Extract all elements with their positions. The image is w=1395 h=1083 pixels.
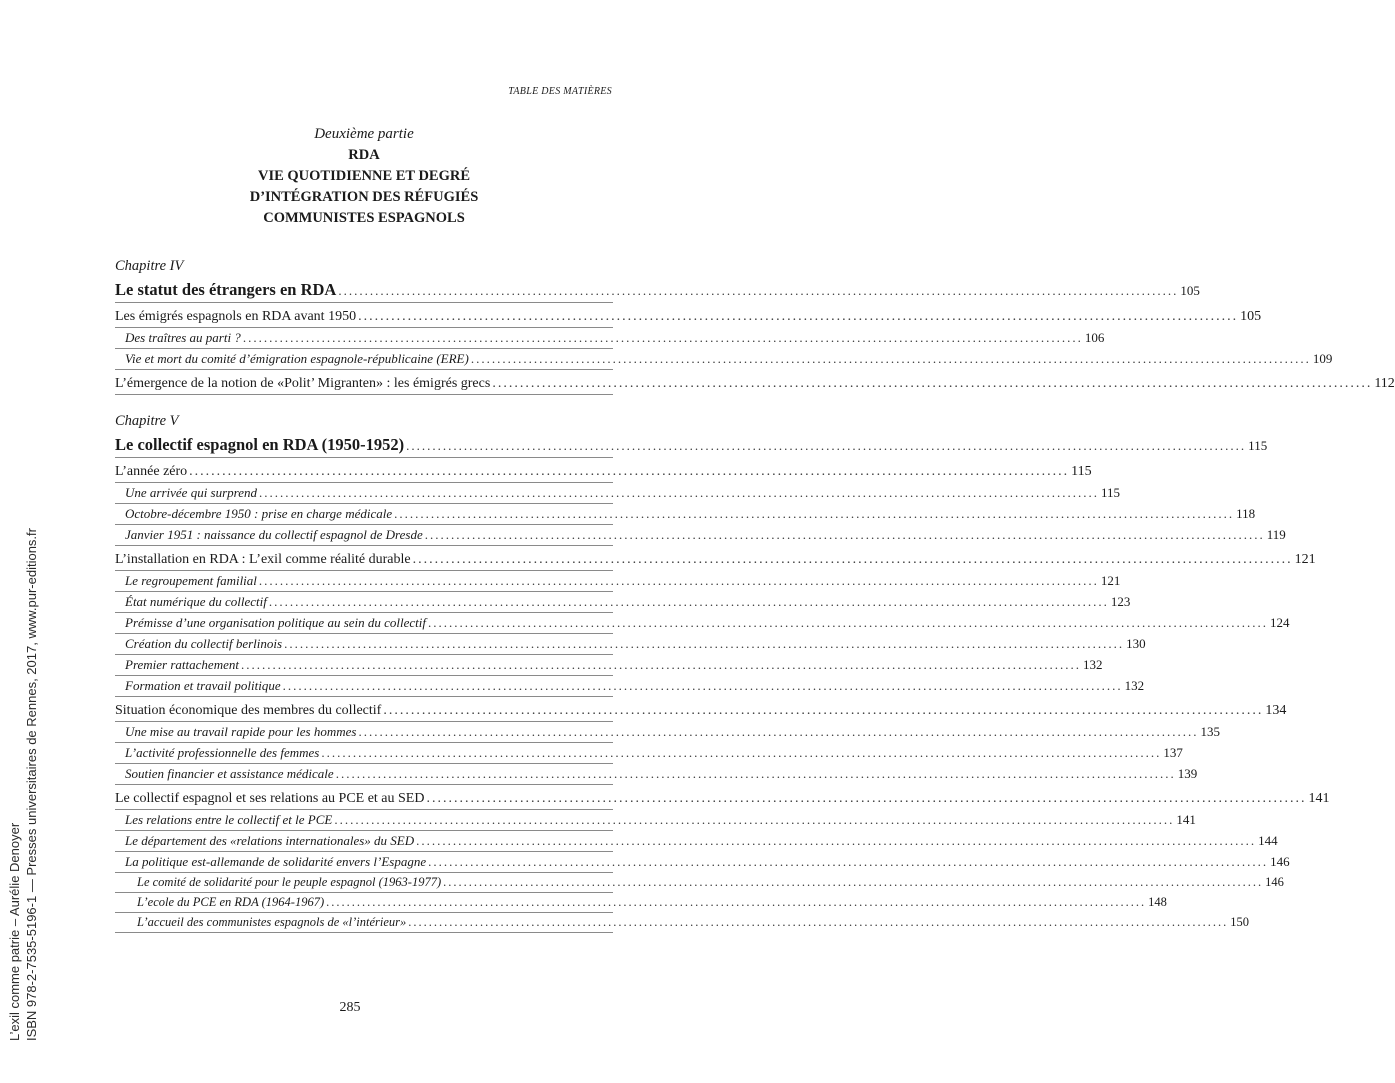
leader-dots: ................................................................................................................................................................ (240, 657, 1081, 672)
entry-title: Prémisse d’une organisation politique au sein du collectif (125, 615, 427, 630)
entry-title: Une arrivée qui surprend (125, 485, 258, 500)
leader-dots: ................................................................................................................................................................ (424, 527, 1265, 542)
entry-title: Les relations entre le collectif et le PCE (125, 812, 333, 827)
toc-entry-section (115, 370, 1395, 395)
leader-dots: ................................................................................................................................................................ (358, 724, 1199, 739)
entry-title: Le statut des étrangers en RDA (115, 280, 337, 299)
sidebar-line-title: L’exil comme patrie – Aurélie Denoyer (7, 822, 22, 1041)
leader-dots: ................................................................................................................................................................ (406, 438, 1247, 453)
leader-dots: ................................................................................................................................................................ (321, 745, 1162, 760)
entry-title: La politique est-allemande de solidarité envers l’Espagne (125, 854, 427, 869)
entry-page-number: 121 (1100, 573, 1121, 588)
page-number: 285 (339, 1000, 361, 1015)
toc-entry-section (115, 546, 1316, 571)
toc-entry-sub (115, 655, 1103, 676)
running-head: TABLE DES MATIÈRES (508, 86, 612, 97)
toc-entry-sub (115, 613, 1290, 634)
entry-page-number: 148 (1148, 895, 1167, 909)
entry-page-number: 134 (1265, 703, 1287, 718)
entry-title: L’installation en RDA : L’exil comme réalité durable (115, 552, 411, 567)
toc-entry-sub (115, 831, 1278, 852)
entry-page-number: 141 (1176, 812, 1196, 827)
leader-dots: ................................................................................................................................................................ (358, 309, 1239, 324)
toc-entry-sub (115, 349, 1333, 370)
entry-title: Le comité de solidarité pour le peuple espagnol (1963-1977) (137, 875, 442, 889)
leader-dots: ................................................................................................................................................................ (189, 464, 1070, 479)
entry-page-number: 106 (1084, 330, 1105, 345)
entry-title: L’activité professionnelle des femmes (125, 745, 320, 760)
entry-title: Vie et mort du comité d’émigration espagnole-républicaine (ERE) (125, 351, 469, 366)
entry-page-number: 144 (1258, 833, 1278, 848)
toc-entry-sub (115, 852, 1290, 873)
part-title-line: RDA (348, 147, 380, 163)
entry-title: L’année zéro (115, 464, 188, 479)
entry-page-number: 118 (1236, 506, 1256, 521)
chapter-block-v (115, 411, 1330, 933)
entry-title: Le collectif espagnol et ses relations au PCE et au SED (115, 791, 425, 806)
leader-dots: ................................................................................................................................................................ (426, 791, 1307, 806)
leader-dots: ................................................................................................................................................................ (338, 283, 1179, 298)
entry-page-number: 105 (1180, 283, 1200, 298)
leader-dots: ................................................................................................................................................................ (258, 573, 1099, 588)
entry-title: Création du collectif berlinois (125, 636, 283, 651)
toc-entry-section (115, 303, 1262, 328)
leader-dots: ................................................................................................................................................................ (259, 485, 1100, 500)
leader-dots: ................................................................................................................................................................ (383, 703, 1264, 718)
toc-entry-section (115, 458, 1092, 483)
entry-page-number: 115 (1101, 485, 1121, 500)
toc-entry-sub (115, 634, 1146, 655)
toc-entry-subsub (115, 913, 1250, 933)
toc-entry-sub (115, 571, 1121, 592)
leader-dots: ................................................................................................................................................................ (416, 833, 1257, 848)
leader-dots: ................................................................................................................................................................ (412, 552, 1293, 567)
entry-title: Les émigrés espagnols en RDA avant 1950 (115, 309, 357, 324)
leader-dots: ................................................................................................................................................................ (268, 594, 1109, 609)
leader-dots: ................................................................................................................................................................ (284, 636, 1125, 651)
entry-title: Premier rattachement (125, 657, 239, 672)
entry-page-number: 112 (1374, 376, 1395, 391)
entry-page-number: 119 (1266, 527, 1286, 542)
entry-page-number: 137 (1163, 745, 1183, 760)
chapter-label: Chapitre V (115, 413, 179, 429)
sidebar-line-isbn: ISBN 978-2-7535-5196-1 — Presses universitaires de Rennes, 2017, www.pur-editions.fr (24, 527, 39, 1041)
leader-dots: ................................................................................................................................................................ (443, 875, 1264, 889)
part-label: Deuxième partie (314, 126, 414, 142)
toc-entry-sub (115, 525, 1286, 546)
entry-title: Le regroupement familial (125, 573, 257, 588)
entry-title: L’ecole du PCE en RDA (1964-1967) (137, 895, 325, 909)
leader-dots: ................................................................................................................................................................ (394, 506, 1235, 521)
toc-entry-section (115, 785, 1330, 810)
leader-dots: ................................................................................................................................................................ (408, 915, 1229, 929)
part-title-line: VIE QUOTIDIENNE ET DEGRÉ (257, 168, 471, 184)
entry-title: Soutien financier et assistance médicale (125, 766, 334, 781)
toc-entry-sub (115, 504, 1256, 525)
leader-dots: ................................................................................................................................................................ (428, 615, 1269, 630)
toc-entry-sub (115, 743, 1183, 764)
entry-title: Des traîtres au parti ? (125, 330, 241, 345)
leader-dots: ................................................................................................................................................................ (428, 854, 1269, 869)
toc-entry-sub (115, 764, 1198, 785)
entry-page-number: 105 (1240, 309, 1262, 324)
toc-entry-subsub (115, 873, 1284, 893)
entry-title: Le collectif espagnol en RDA (1950-1952) (115, 435, 405, 454)
entry-title: Octobre-décembre 1950 : prise en charge médicale (125, 506, 393, 521)
toc-entry-sub (115, 483, 1121, 504)
toc-entry-sub (115, 676, 1145, 697)
entry-page-number: 150 (1230, 915, 1250, 929)
entry-page-number: 132 (1082, 657, 1103, 672)
entry-page-number: 139 (1177, 766, 1198, 781)
entry-title: Situation économique des membres du collectif (115, 703, 382, 718)
copyright-sidebar (6, 528, 40, 1041)
leader-dots: ................................................................................................................................................................ (470, 351, 1311, 366)
entry-page-number: 132 (1124, 678, 1145, 693)
leader-dots: ................................................................................................................................................................ (326, 895, 1147, 909)
entry-page-number: 130 (1126, 636, 1146, 651)
entry-page-number: 146 (1265, 875, 1284, 889)
entry-title: État numérique du collectif (125, 594, 267, 609)
toc-entry-section (115, 697, 1287, 722)
chapter-block-iv (115, 256, 1395, 395)
part-heading (115, 124, 613, 229)
leader-dots: ................................................................................................................................................................ (334, 812, 1175, 827)
entry-page-number: 141 (1308, 791, 1330, 806)
part-title-line: COMMUNISTES ESPAGNOLS (263, 210, 465, 226)
entry-page-number: 124 (1270, 615, 1290, 630)
entry-page-number: 135 (1200, 724, 1220, 739)
leader-dots: ................................................................................................................................................................ (282, 678, 1123, 693)
toc-entry-sub (115, 328, 1105, 349)
entry-title: Le département des «relations internationales» du SED (125, 833, 415, 848)
entry-title: L’émergence de la notion de «Polit’ Migranten» : les émigrés grecs (115, 376, 491, 391)
entry-title: Formation et travail politique (125, 678, 281, 693)
chapter-title-entry (115, 278, 1200, 303)
toc-entry-sub (115, 592, 1131, 613)
entry-page-number: 121 (1294, 552, 1316, 567)
toc-entry-subsub (115, 893, 1167, 913)
entry-page-number: 115 (1071, 464, 1092, 479)
toc-entry-sub (115, 810, 1196, 831)
entry-page-number: 146 (1270, 854, 1290, 869)
part-title-line: D’INTÉGRATION DES RÉFUGIÉS (249, 189, 479, 205)
entry-title: L’accueil des communistes espagnols de «l’intérieur» (137, 915, 407, 929)
leader-dots: ................................................................................................................................................................ (492, 376, 1373, 391)
leader-dots: ................................................................................................................................................................ (335, 766, 1176, 781)
leader-dots: ................................................................................................................................................................ (242, 330, 1083, 345)
entry-page-number: 115 (1248, 438, 1268, 453)
entry-page-number: 109 (1312, 351, 1333, 366)
entry-title: Une mise au travail rapide pour les hommes (125, 724, 357, 739)
chapter-label: Chapitre IV (115, 258, 184, 274)
entry-title: Janvier 1951 : naissance du collectif espagnol de Dresde (125, 527, 423, 542)
chapter-title-entry (115, 433, 1268, 458)
toc-entry-sub (115, 722, 1220, 743)
entry-page-number: 123 (1110, 594, 1131, 609)
